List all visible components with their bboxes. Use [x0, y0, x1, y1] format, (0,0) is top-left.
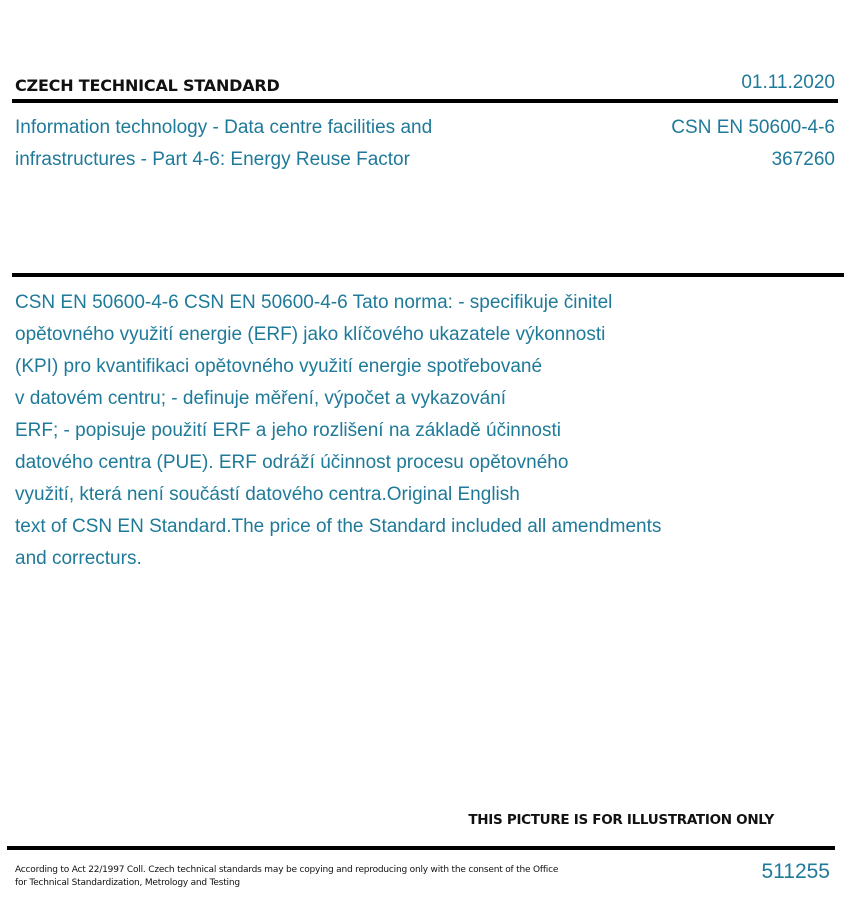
legal-notice	[15, 864, 558, 890]
description-line: opětovného využití energie (ERF) jako klíčového ukazatele výkonnosti	[15, 324, 606, 345]
legal-line: According to Act 22/1997 Coll. Czech technical standards may be copying and reproducing only with the consent of the Office	[15, 865, 559, 875]
catalog-number: 367260	[771, 149, 835, 170]
description-line: datového centra (PUE). ERF odráží účinnost procesu opětovného	[15, 452, 569, 473]
illustration-disclaimer: THIS PICTURE IS FOR ILLUSTRATION ONLY	[468, 812, 774, 828]
description-line: (KPI) pro kvantifikaci opětovného využití energie spotřebované	[15, 356, 543, 377]
description-line: využití, která není součástí datového centra.Original English	[15, 484, 520, 505]
document-type-label: CZECH TECHNICAL STANDARD	[15, 76, 280, 95]
description-line: v datovém centru; - definuje měření, výpočet a vykazování	[15, 388, 507, 409]
legal-line: for Technical Standardization, Metrology and Testing	[15, 878, 240, 888]
description-line: ERF; - popisuje použití ERF a jeho rozlišení na základě účinnosti	[15, 420, 561, 441]
title-line: infrastructures - Part 4-6: Energy Reuse Factor	[15, 149, 410, 170]
standard-title	[15, 112, 432, 176]
standard-description	[15, 287, 661, 575]
section-divider	[12, 273, 844, 277]
description-line: and correcturs.	[15, 548, 142, 569]
standard-codes	[671, 112, 835, 176]
footer-divider	[7, 846, 835, 850]
document-id-number: 511255	[761, 860, 830, 883]
publication-date: 01.11.2020	[741, 72, 835, 93]
description-line: CSN EN 50600-4-6 CSN EN 50600-4-6 Tato norma: - specifikuje činitel	[15, 292, 613, 313]
description-line: text of CSN EN Standard.The price of the Standard included all amendments	[15, 516, 662, 537]
header-divider	[12, 99, 838, 103]
standard-code: CSN EN 50600-4-6	[671, 117, 835, 138]
title-line: Information technology - Data centre facilities and	[15, 117, 433, 138]
